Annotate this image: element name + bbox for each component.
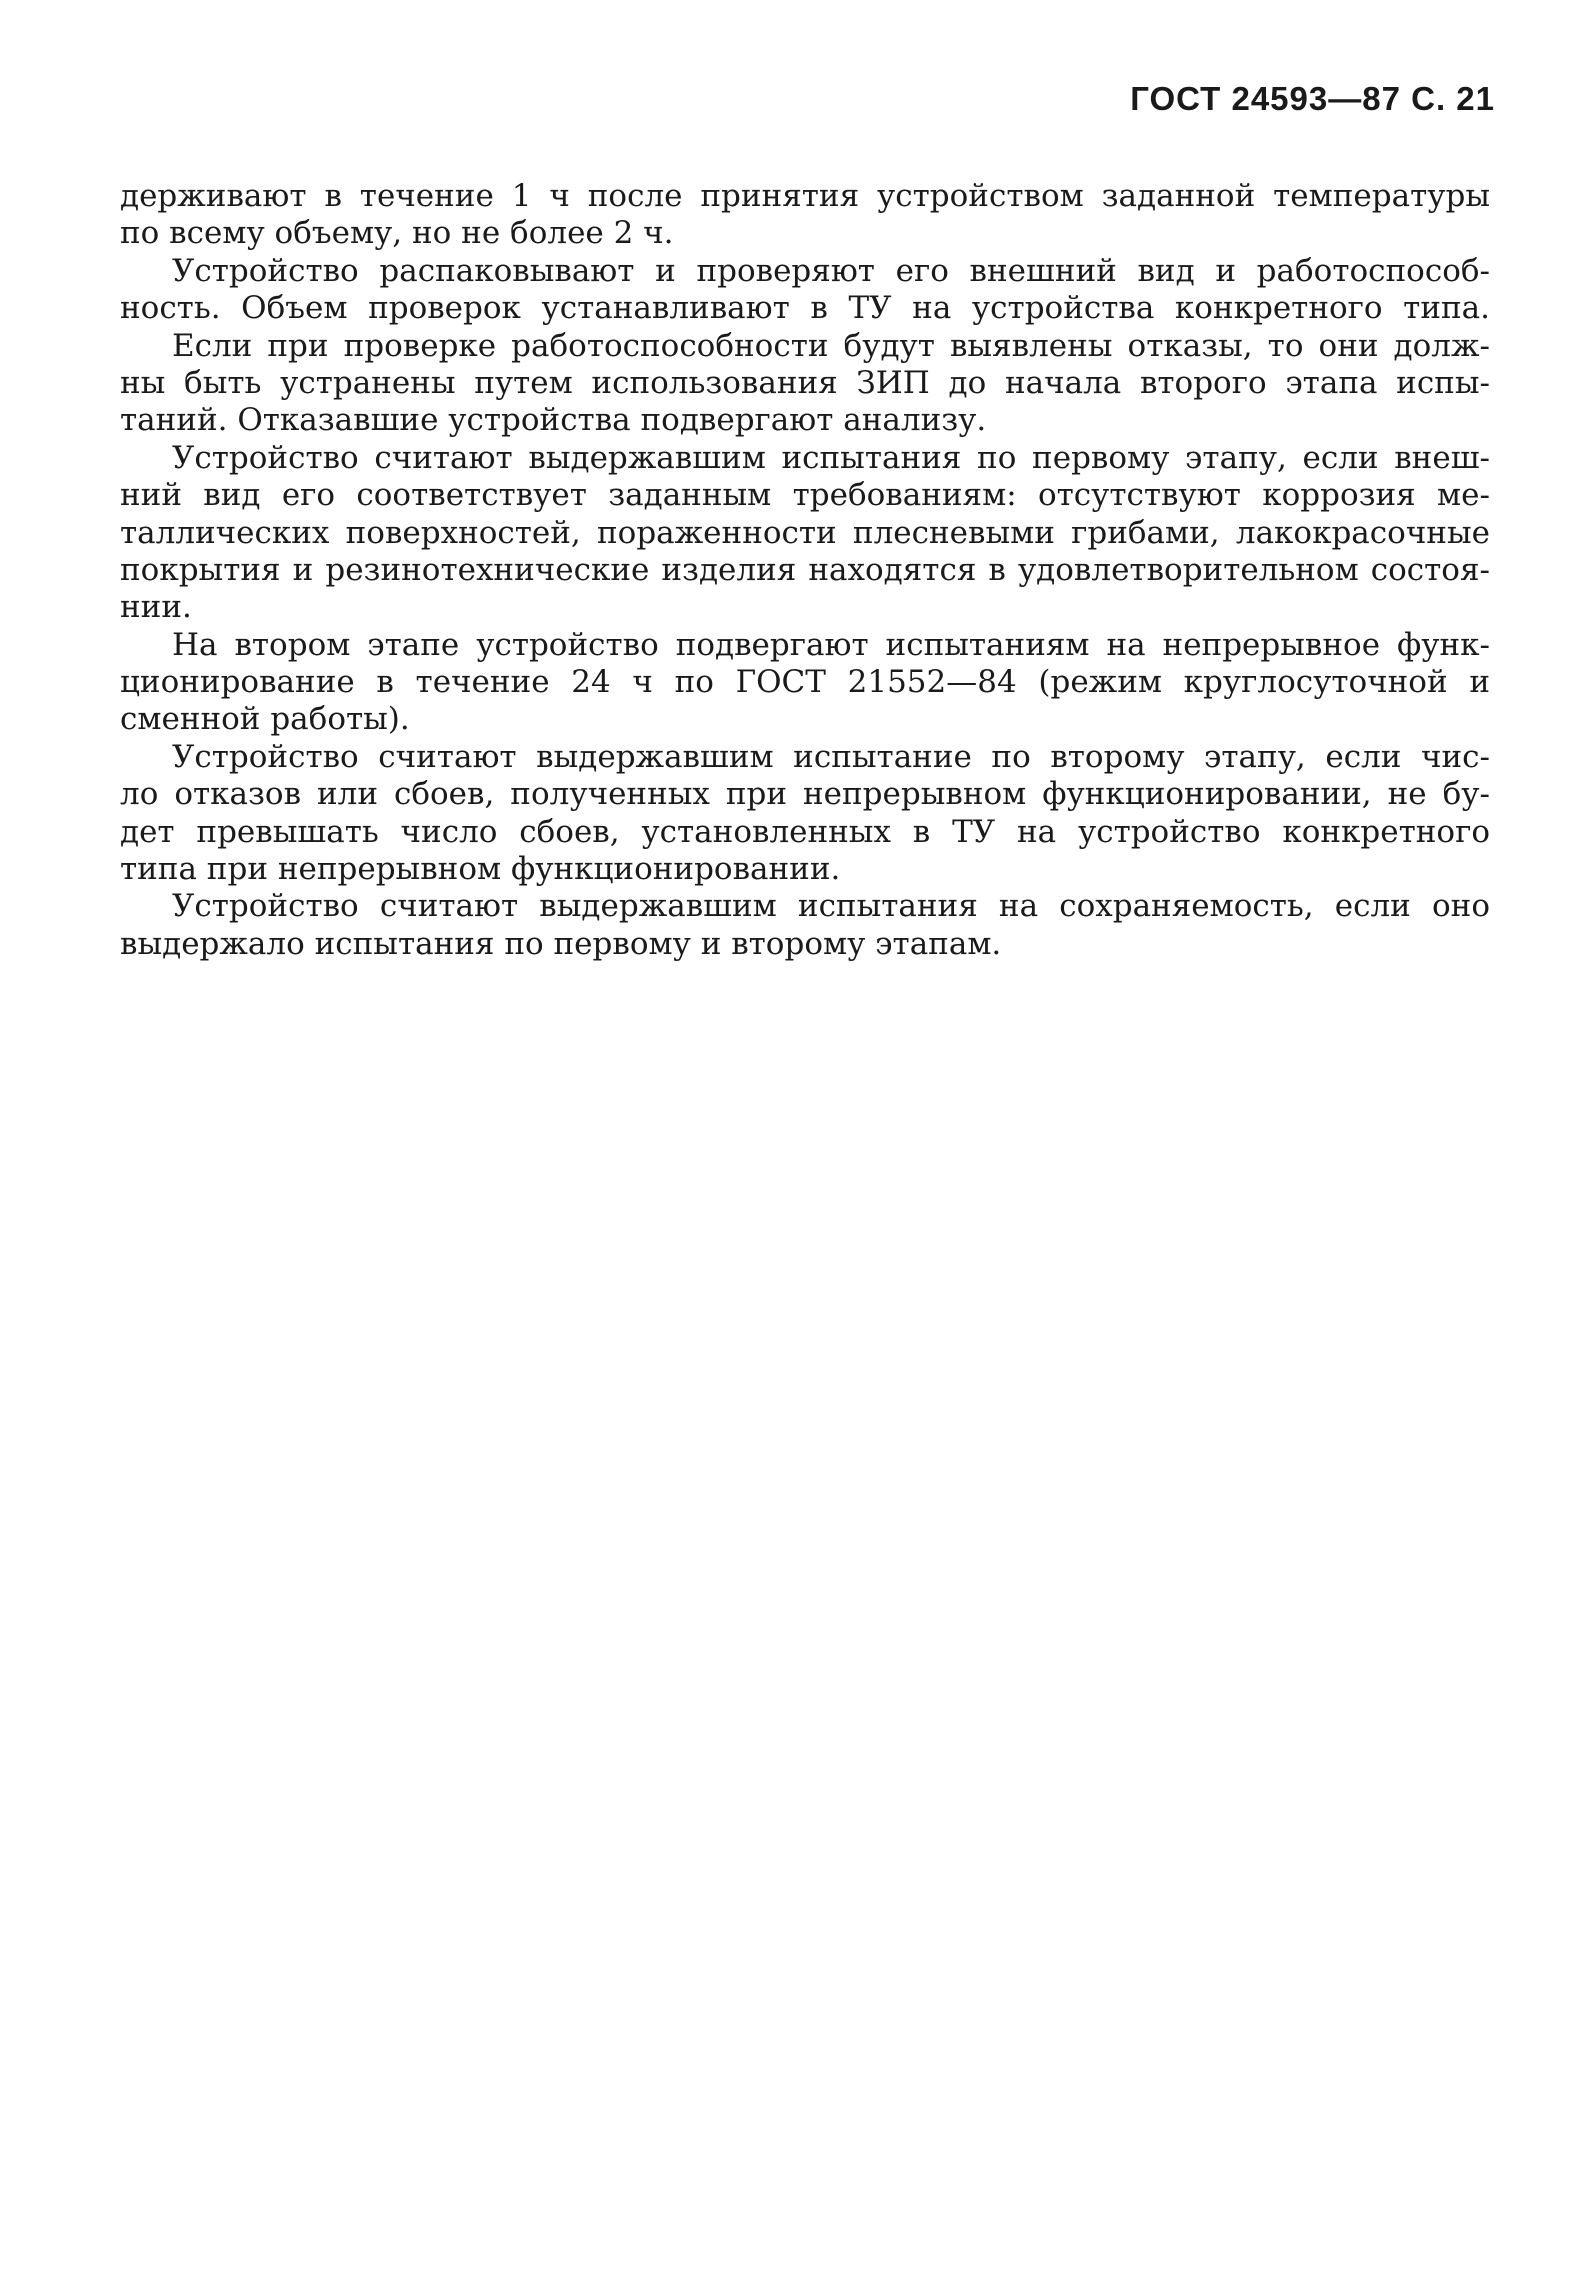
text-line: покрытия и резинотехнические изделия находятся в удовлетворительном состоя- bbox=[120, 551, 1490, 588]
text-line: по всему объему, но не более 2 ч. bbox=[120, 215, 674, 252]
text-line: типа при непрерывном функционировании. bbox=[120, 851, 841, 888]
text-line: таний. Отказавшие устройства подвергают анализу. bbox=[120, 402, 987, 439]
body-text bbox=[120, 178, 1490, 963]
text-line: ны быть устранены путем использования ЗИП до начала второго этапа испы- bbox=[120, 364, 1490, 401]
text-line: Устройство считают выдержавшим испытания по первому этапу, если внеш- bbox=[172, 439, 1490, 476]
text-line: Если при проверке работоспособности будут выявлены отказы, то они долж- bbox=[172, 327, 1490, 364]
text-line: сменной работы). bbox=[120, 701, 410, 738]
text-line: таллических поверхностей, пораженности плесневыми грибами, лакокрасочные bbox=[120, 514, 1490, 551]
text-line: ло отказов или сбоев, полученных при непрерывном функционировании, не бу- bbox=[120, 776, 1490, 813]
text-line: ний вид его соответствует заданным требованиям: отсутствуют коррозия ме- bbox=[120, 477, 1490, 514]
text-line: держивают в течение 1 ч после принятия устройством заданной температуры bbox=[120, 178, 1490, 214]
text-line: Устройство считают выдержавшим испытания на сохраняемость, если оно bbox=[172, 888, 1490, 925]
text-line: Устройство считают выдержавшим испытание по второму этапу, если чис- bbox=[172, 738, 1490, 775]
text-line: выдержало испытания по первому и второму этапам. bbox=[120, 925, 1002, 962]
text-line: нии. bbox=[120, 589, 192, 626]
text-line: ционирование в течение 24 ч по ГОСТ 21552—84 (режим круглосуточной и bbox=[120, 664, 1490, 701]
text-line: дет превышать число сбоев, установленных в ТУ на устройство конкретного bbox=[120, 813, 1490, 850]
page-header: ГОСТ 24593—87 С. 21 bbox=[1130, 80, 1495, 117]
text-line: Устройство распаковывают и проверяют его внешний вид и работоспособ- bbox=[172, 252, 1490, 289]
text-line: На втором этапе устройство подвергают испытаниям на непрерывное функ- bbox=[172, 626, 1490, 663]
text-line: ность. Объем проверок устанавливают в ТУ на устройства конкретного типа. bbox=[120, 290, 1490, 327]
